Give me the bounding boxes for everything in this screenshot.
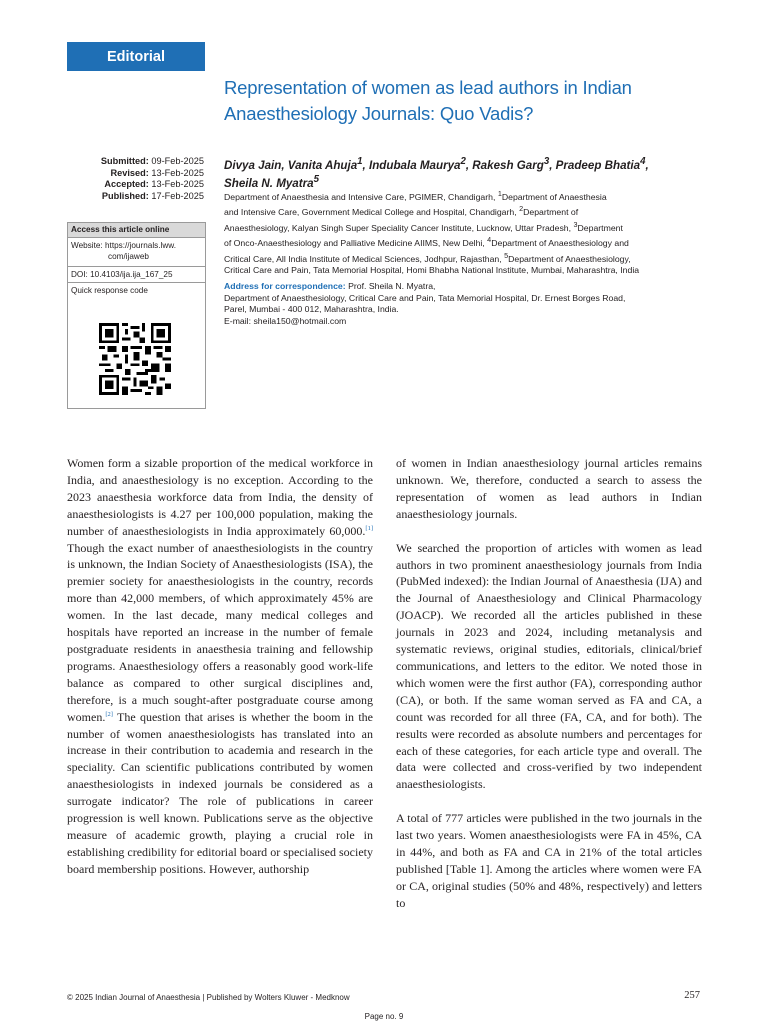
affiliation-line: Anaesthesiology, Kalyan Singh Super Speciality Cancer Institute, Lucknow, Uttar Pradesh, $^3$Department <box>224 219 623 233</box>
affiliation-line: and Intensive Care, Government Medical College and Hospital, Chandigarh, $^2$Department of <box>224 204 579 218</box>
footer-copyright: © 2025 Indian Journal of Anaesthesia | Published by Wolters Kluwer - Medknow <box>67 993 350 1002</box>
qr-label: Quick response code <box>71 286 148 295</box>
author-list: Divya Jain, Vanita Ahuja$^1$, Indubala Maurya$^2$, Rakesh Garg$^3$, Pradeep Bhatia$^4$, Sheila N. Myatra$^5$ <box>224 156 649 191</box>
reference-link[interactable]: [2] <box>105 710 113 718</box>
access-box-doi[interactable]: DOI: 10.4103/ija.ija_167_25 <box>68 267 205 283</box>
body-paragraph: A total of 777 articles were published in the two journals in the last two years. Women anaesthesiologists were FA in 45%, CA in 44%, and both as FA and CA in 21% of the total articles published [Table 1]. Among the articles where women were FA or CA, original studies (50% and 48%, respectively) and letters to <box>396 811 702 910</box>
body-column-right <box>396 455 702 912</box>
affiliation-line: Department of Anaesthesia and Intensive Care, PGIMER, Chandigarh, $^1$Department of Anaesthesia <box>224 189 607 202</box>
article-dates <box>60 156 204 202</box>
page-number: 257 <box>684 990 700 1001</box>
access-article-box <box>67 222 206 409</box>
title-line-2: Anaesthesiology Journals: Quo Vadis? <box>224 103 534 124</box>
access-box-website: Website: https://journals.lww. com/ijaweb <box>68 238 205 267</box>
affiliation-line: Critical Care and Pain, Tata Memorial Hospital, Homi Bhabha National Institute, Mumbai, Maharashtra, India <box>224 265 640 276</box>
body-paragraph: of women in Indian anaesthesiology journal articles remains unknown. We, therefore, conducted a search to assess the representation of women as lead authors in Indian anaesthesiology journals. <box>396 456 702 521</box>
body-column-left <box>67 455 373 878</box>
access-box-header: Access this article online <box>68 223 205 238</box>
section-tag-editorial: Editorial <box>67 42 205 71</box>
page-no-label: Page no. 9 <box>364 1012 404 1021</box>
body-paragraph: We searched the proportion of articles with women as lead authors in two prominent anaesthesiology journals from India (PubMed indexed): the Indian Journal of Anaesthesia (IJA) and the Journal of Anaesthesiology and Clinical Pharmacology (JOACP). We recorded all the articles published in these journals in 2023 and 2024, including metanalysis and systematic reviews, original studies, editorials, clinical/brief communications, and letters to the editor. We noted those in which women were the first author (FA), corresponding author (CA), or both. If the same woman served as FA and CA, a count was recorded for all three (FA, CA, and for both). The results were recorded as absolute numbers and percentages for each of these categories, for each article type and overall. The data were collected and cross-verified by two independent anaesthesiologists. <box>396 540 702 792</box>
reference-link[interactable]: [1] <box>365 524 373 532</box>
affiliation-line: Critical Care, All India Institute of Medical Sciences, Jodhpur, Rajasthan, $^5$Department of Anaesthesiology, <box>224 250 631 264</box>
affiliation-line: of Onco-Anaesthesiology and Palliative Medicine AIIMS, New Delhi, $^4$Department of Anaesthesiology and <box>224 235 629 249</box>
correspondence-address: Address for correspondence: Prof. Sheila N. Myatra, Department of Anaesthesiology, Critical Care and Pain, Tata Memorial Hospital, Dr. Ernest Borges Road, Parel, Mumbai - 400 012, Maharashtra, India. E-mail: sheila150@hotmail.com <box>224 281 702 327</box>
correspondence-label: Address for correspondence: <box>224 281 346 291</box>
revised-date: Revised: 13-Feb-2025 <box>110 167 204 178</box>
published-date: Published: 17-Feb-2025 <box>101 190 204 201</box>
website-link-cont[interactable]: com/ijaweb <box>108 251 149 261</box>
article-title <box>224 75 724 127</box>
qr-code-icon <box>99 323 171 395</box>
submitted-date: Submitted: 09-Feb-2025 <box>100 156 204 166</box>
title-line-1: Representation of women as lead authors in Indian <box>224 77 632 98</box>
accepted-date: Accepted: 13-Feb-2025 <box>104 179 204 189</box>
website-link[interactable]: https://journals.lww. <box>104 241 176 250</box>
body-paragraph: Women form a sizable proportion of the medical workforce in India, and anaesthesiology is no exception. According to the 2023 anaesthesia workforce data from India, the density of anaesthesiologists is 4.27 per 100,000 population, making the number of anaesthesiologists in India approximately 60,000.[1] Though the exact number of anaesthesiologists in the country is unknown, the Indian Society of Anaesthesiologists (ISA), the premier society for anaesthesiologists in the country, records more than 42,000 members, of which approximately 45% are women. In the last decade, many medical colleges and hospitals have reported an increase in the number of female postgraduate residents in anaesthesia training and fellowship programs. Anaesthesiology offers a reasonably good work-life balance as compared to other surgical disciplines and, therefore, is a much sought-after postgraduate course among women.[2] The question that arises is whether the boom in the number of women anaesthesiologists has translated into an increase in their contribution to academia and research in the speciality. Can scientific publications contributed by women anaesthesiologists in indexed journals be considered as a surrogate indicator? The role of publications in career progression is well known. Publications serve as the objective measure of academic growth, playing a crucial role in establishing credibility for editorial board or specialised society board membership positions. However, authorship <box>67 456 373 876</box>
affiliations <box>224 188 702 277</box>
correspondence-email[interactable]: E-mail: sheila150@hotmail.com <box>224 315 347 326</box>
